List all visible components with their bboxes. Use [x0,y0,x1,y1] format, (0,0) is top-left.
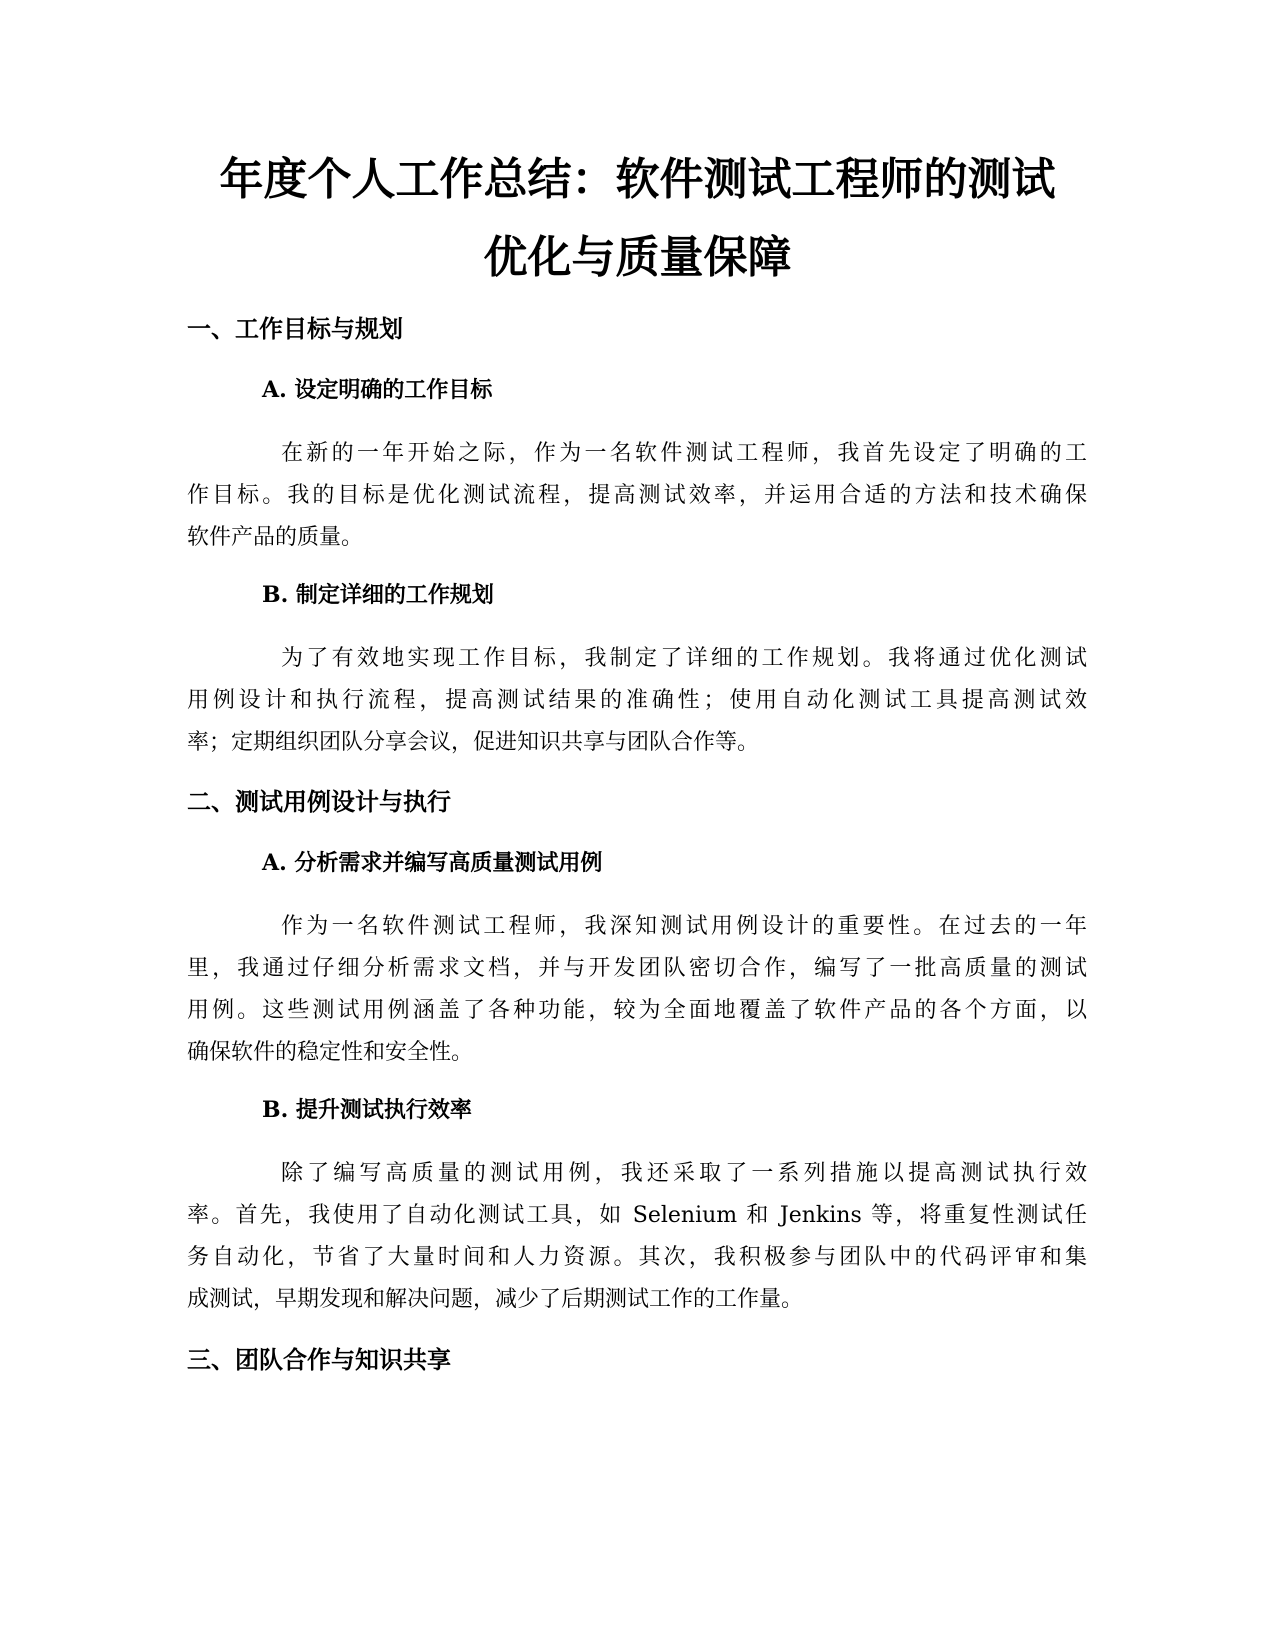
paragraph-line: 软件产品的质量。 [187,525,364,550]
section-heading-3: 三、团队合作与知识共享 [187,1346,451,1374]
paragraph-line: 务自动化，节省了大量时间和人力资源。其次，我积极参与团队中的代码评审和集 [187,1245,1087,1270]
section-heading-2: 二、测试用例设计与执行 [187,788,451,816]
document-title-line-2: 优化与质量保障 [483,232,792,283]
paragraph-line: 除了编写高质量的测试用例，我还采取了一系列措施以提高测试执行效 [281,1161,1087,1186]
subsection-heading-1b: B. 制定详细的工作规划 [262,582,494,608]
paragraph-line: 作目标。我的目标是优化测试流程，提高测试效率，并运用合适的方法和技术确保 [187,483,1087,508]
subsection-heading-2b: B. 提升测试执行效率 [262,1097,472,1123]
document-title-line-1: 年度个人工作总结：软件测试工程师的测试 [219,154,1056,205]
subsection-heading-1a: A. 设定明确的工作目标 [262,377,493,403]
subsection-heading-2a: A. 分析需求并编写高质量测试用例 [262,850,603,876]
paragraph-2a [187,906,1087,1074]
paragraph-line: 确保软件的稳定性和安全性。 [187,1040,474,1065]
paragraph-1a [187,433,1087,559]
paragraph-1b [187,638,1087,764]
paragraph-line: 作为一名软件测试工程师，我深知测试用例设计的重要性。在过去的一年 [281,914,1087,939]
paragraph-line: 用例设计和执行流程，提高测试结果的准确性；使用自动化测试工具提高测试效 [187,688,1087,713]
paragraph-line: 在新的一年开始之际，作为一名软件测试工程师，我首先设定了明确的工 [281,441,1087,466]
paragraph-line: 率。首先，我使用了自动化测试工具，如 Selenium 和 Jenkins 等，将重复性测试任 [187,1203,1087,1228]
paragraph-2b [187,1153,1087,1321]
paragraph-line: 成测试，早期发现和解决问题，减少了后期测试工作的工作量。 [187,1287,804,1312]
paragraph-line: 里，我通过仔细分析需求文档，并与开发团队密切合作，编写了一批高质量的测试 [187,956,1087,981]
paragraph-line: 为了有效地实现工作目标，我制定了详细的工作规划。我将通过优化测试 [281,646,1087,671]
paragraph-line: 率；定期组织团队分享会议，促进知识共享与团队合作等。 [187,730,760,755]
paragraph-line: 用例。这些测试用例涵盖了各种功能，较为全面地覆盖了软件产品的各个方面，以 [187,998,1087,1023]
section-heading-1: 一、工作目标与规划 [187,315,403,343]
